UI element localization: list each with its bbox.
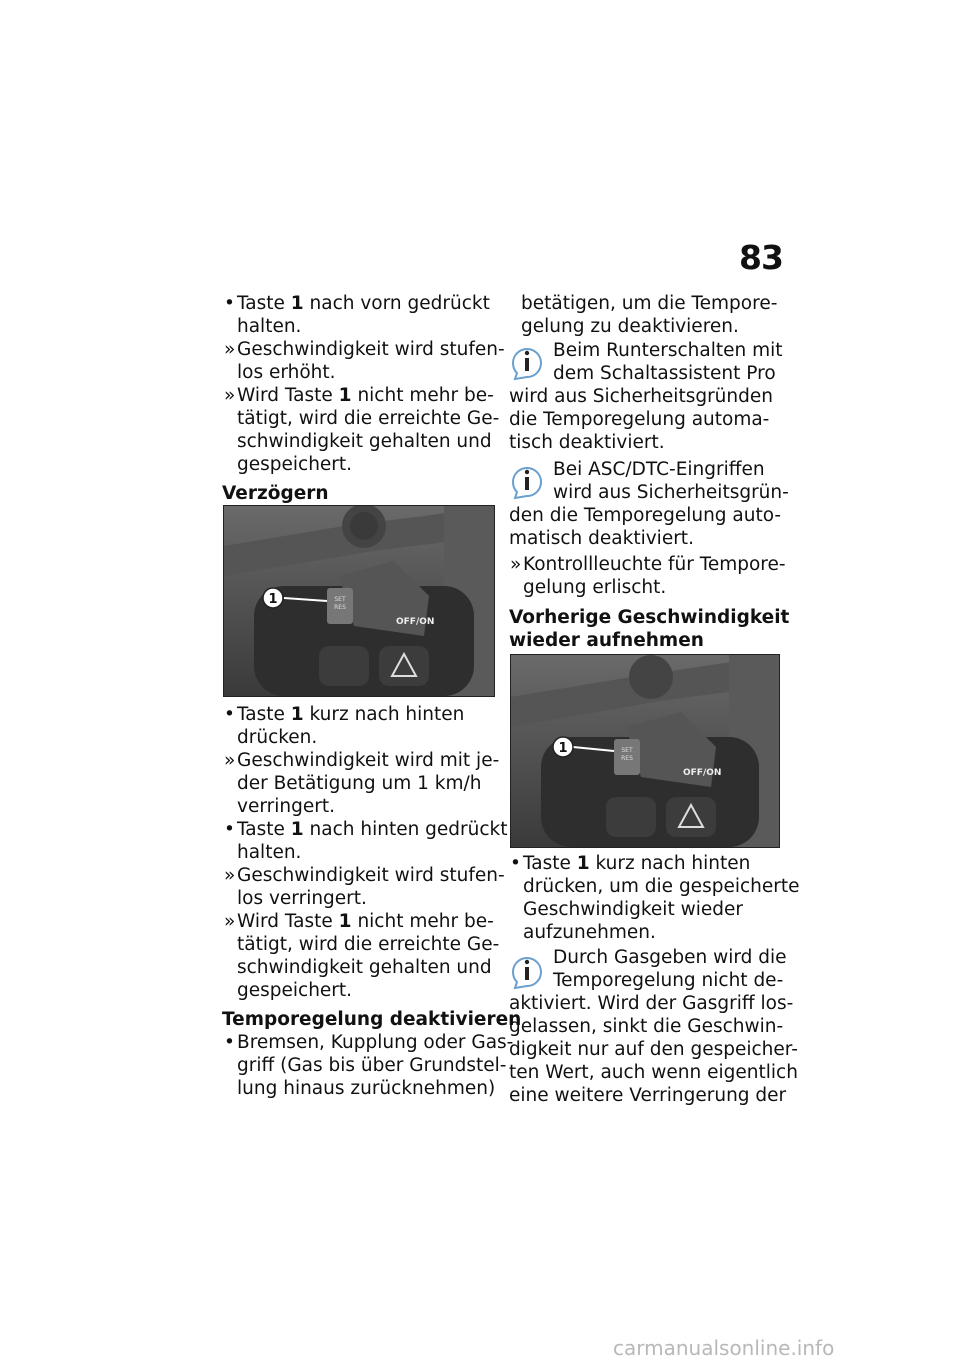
off-on-label: OFF/ON [683,768,722,778]
bullet-marker: • [224,293,235,314]
text-line: gelassen, sinkt die Geschwin- [509,1016,784,1037]
text-line: Geschwindigkeit wird mit je- [237,750,500,771]
page-number: 83 [739,238,783,277]
text-line: wird aus Sicherheitsgrün- [553,482,789,503]
handlebar-switch-photo [223,505,495,697]
text-line: matisch deaktiviert. [509,528,694,549]
text-line: betätigen, um die Tempore- [521,293,778,314]
callout-1: 1 [558,741,568,756]
text-line [523,852,750,875]
text: Wird Taste [237,385,333,406]
text-line: schwindigkeit gehalten und [237,431,492,452]
text-line [237,384,494,407]
text-line: Beim Runterschalten mit [553,340,783,361]
text-line: Kontrollleuchte für Tempore- [523,554,786,575]
svg-text:RES: RES [621,755,633,762]
off-on-label: OFF/ON [396,617,435,627]
svg-text:SET: SET [334,596,346,603]
info-icon [509,460,545,500]
text: nicht mehr be- [357,385,494,406]
text-line [237,292,490,315]
svg-text:RES: RES [334,604,346,611]
handlebar-switch-illustration [511,655,779,847]
info-icon [509,950,545,990]
text: Taste [237,293,285,314]
reference-number: 1 [290,819,304,840]
result-marker: » [224,911,236,932]
text: nicht mehr be- [357,911,494,932]
text-line: dem Schaltassistent Pro [553,363,776,384]
text-line: drücken. [237,727,318,748]
text: kurz nach hinten [309,704,465,725]
bullet-marker: • [224,704,235,725]
text: Taste [237,704,285,725]
reference-number: 1 [576,853,590,874]
text-line: Geschwindigkeit wieder [523,899,743,920]
result-marker: » [224,385,236,406]
text: kurz nach hinten [595,853,751,874]
section-heading: wieder aufnehmen [509,630,704,651]
text-line: griff (Gas bis über Grundstel- [237,1055,507,1076]
callout-1: 1 [268,592,278,607]
text-line: der Betätigung um 1 km/h [237,773,482,794]
text-line: Geschwindigkeit wird stufen- [237,339,505,360]
result-marker: » [510,554,522,575]
text-line: gespeichert. [237,454,353,475]
handlebar-switch-photo [510,654,780,848]
text-line: schwindigkeit gehalten und [237,957,492,978]
result-marker: » [224,339,236,360]
text-line: halten. [237,842,302,863]
text-line: Durch Gasgeben wird die [553,947,787,968]
text-line: tätigt, wird die erreichte Ge- [237,408,500,429]
result-marker: » [224,865,236,886]
text-line: verringert. [237,796,335,817]
text-line: tisch deaktiviert. [509,432,665,453]
section-heading: Vorherige Geschwindigkeit [509,607,790,628]
bullet-marker: • [224,819,235,840]
text-line: gespeichert. [237,980,353,1001]
svg-text:SET: SET [621,747,633,754]
text-line: eine weitere Verringerung der [509,1085,787,1106]
text-line: los erhöht. [237,362,336,383]
section-heading: Verzögern [222,483,329,504]
text: Taste [237,819,285,840]
text-line [237,910,494,933]
text-line: gelung erlischt. [523,577,667,598]
info-icon [509,341,545,381]
text-line [237,818,508,841]
text-line: Bei ASC/DTC-Eingriffen [553,459,765,480]
text-line: aktiviert. Wird der Gasgriff los- [509,993,794,1014]
reference-number: 1 [290,704,304,725]
text-line: Bremsen, Kupplung oder Gas- [237,1032,514,1053]
text-line [237,703,464,726]
text-line: gelung zu deaktivieren. [521,316,739,337]
text-line: die Temporegelung automa- [509,409,770,430]
text: nach vorn gedrückt [309,293,490,314]
text-line: Temporegelung nicht de- [553,970,784,991]
reference-number: 1 [290,293,304,314]
text: Wird Taste [237,911,333,932]
text: nach hinten gedrückt [309,819,508,840]
text-line: tätigt, wird die erreichte Ge- [237,934,500,955]
section-heading: Temporegelung deaktivieren [222,1009,522,1030]
watermark-footer: carmanualsonline.info [613,1336,835,1360]
text-line: den die Temporegelung auto- [509,505,782,526]
text-line: lung hinaus zurücknehmen) [237,1078,496,1099]
text-line: wird aus Sicherheitsgründen [509,386,773,407]
text-line: digkeit nur auf den gespeicher- [509,1039,798,1060]
text-line: drücken, um die gespeicherte [523,876,800,897]
text-line: Geschwindigkeit wird stufen- [237,865,505,886]
text-line: aufzunehmen. [523,922,656,943]
text-line: los verringert. [237,888,367,909]
result-marker: » [224,750,236,771]
reference-number: 1 [338,911,352,932]
handlebar-switch-illustration [224,506,494,696]
reference-number: 1 [338,385,352,406]
text: Taste [523,853,571,874]
bullet-marker: • [510,853,521,874]
text-line: ten Wert, auch wenn eigentlich [509,1062,798,1083]
bullet-marker: • [224,1032,235,1053]
text-line: halten. [237,316,302,337]
